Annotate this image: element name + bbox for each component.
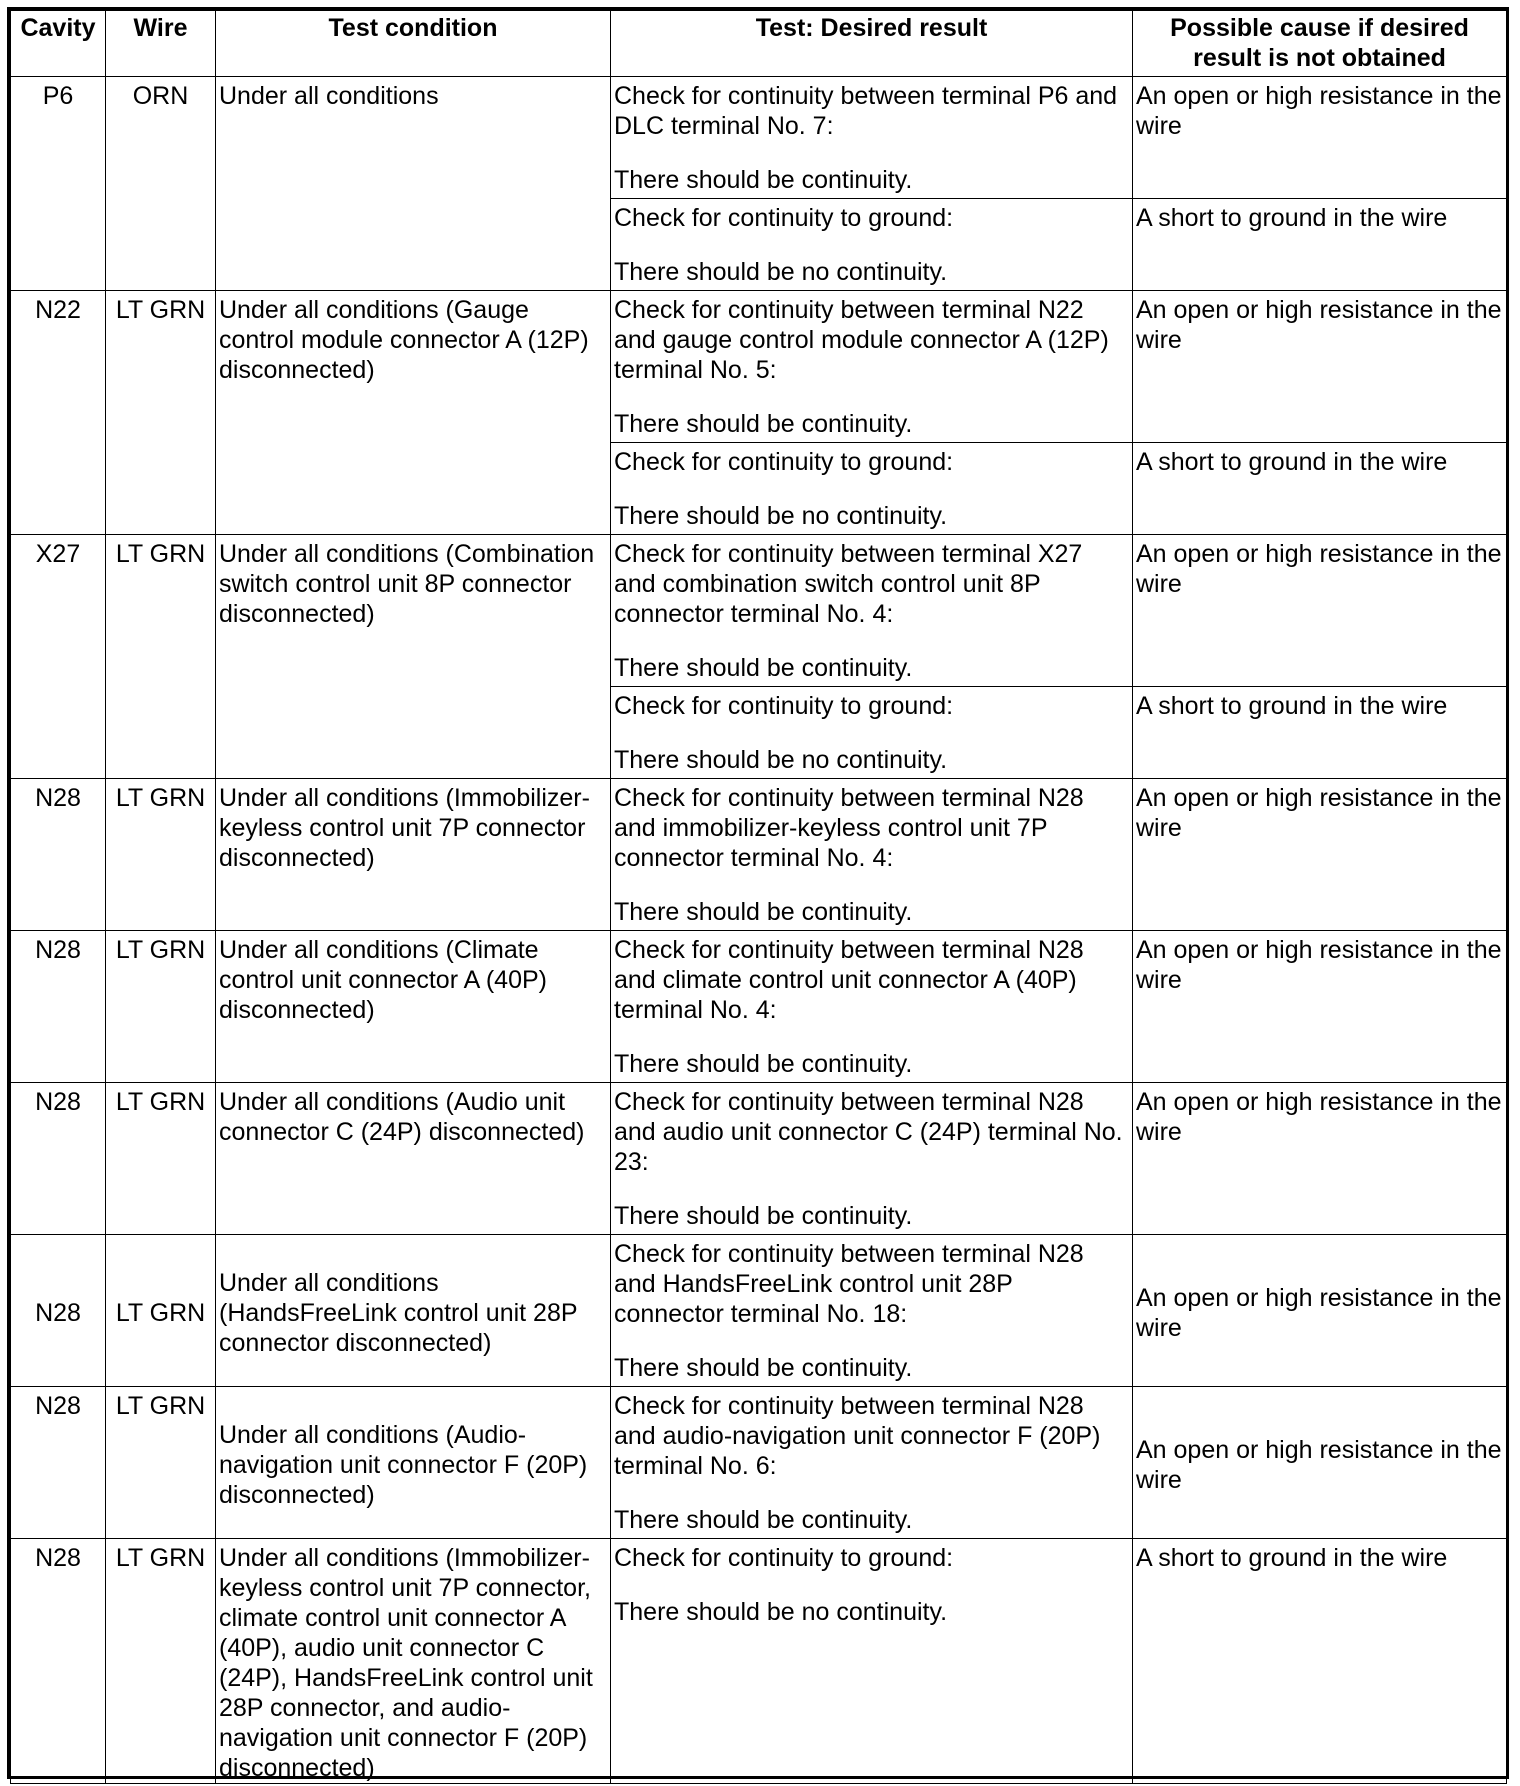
cause-cell: An open or high resistance in the wire: [1133, 1387, 1507, 1539]
cause-cell: An open or high resistance in the wire: [1133, 931, 1507, 1083]
result-cell: [611, 1235, 1133, 1387]
wire-cell: LT GRN: [106, 931, 216, 1083]
check-text: Check for continuity to ground:: [614, 448, 954, 476]
header-possible-cause: Possible cause if desired result is not obtained: [1133, 11, 1507, 77]
check-text: Check for continuity between terminal N28 and audio unit connector C (24P) terminal No. 23:: [614, 1088, 1123, 1176]
table-row: [11, 1083, 1507, 1235]
result-cell: [611, 291, 1133, 443]
cause-cell: A short to ground in the wire: [1133, 443, 1507, 535]
expect-text: There should be continuity.: [614, 1050, 913, 1078]
result-cell: [611, 1539, 1133, 1784]
wire-cell: LT GRN: [106, 1235, 216, 1387]
cavity-cell: N22: [11, 291, 106, 535]
table-row: [11, 779, 1507, 931]
header-cavity: Cavity: [11, 11, 106, 77]
continuity-test-table-frame: [7, 7, 1509, 1782]
expect-text: There should be continuity.: [614, 898, 913, 926]
result-cell: [611, 535, 1133, 687]
result-cell: [611, 779, 1133, 931]
expect-text: There should be continuity.: [614, 1506, 913, 1534]
expect-text: There should be continuity.: [614, 410, 913, 438]
condition-cell: Under all conditions (Audio-navigation unit connector F (20P) disconnected): [216, 1387, 611, 1539]
check-text: Check for continuity between terminal N28 and HandsFreeLink control unit 28P connector terminal No. 18:: [614, 1240, 1084, 1328]
cause-cell: An open or high resistance in the wire: [1133, 1235, 1507, 1387]
cause-cell: A short to ground in the wire: [1133, 199, 1507, 291]
cause-cell: An open or high resistance in the wire: [1133, 535, 1507, 687]
result-cell: [611, 687, 1133, 779]
expect-text: There should be continuity.: [614, 1202, 913, 1230]
wire-cell: LT GRN: [106, 1387, 216, 1539]
result-cell: [611, 1083, 1133, 1235]
wire-cell: LT GRN: [106, 1539, 216, 1784]
expect-text: There should be no continuity.: [614, 502, 948, 530]
header-desired-result: Test: Desired result: [611, 11, 1133, 77]
condition-cell: Under all conditions (Audio unit connector C (24P) disconnected): [216, 1083, 611, 1235]
expect-text: There should be continuity.: [614, 654, 913, 682]
table-row: [11, 1539, 1507, 1784]
continuity-test-table: [10, 10, 1507, 1784]
table-row: [11, 77, 1507, 199]
condition-cell: Under all conditions (Immobilizer-keyless control unit 7P connector, climate control unit connector A (40P), audio unit connector C (24P), HandsFreeLink control unit 28P connector, and audio-navigation unit connector F (20P) disconnected): [216, 1539, 611, 1784]
wire-cell: LT GRN: [106, 291, 216, 535]
condition-cell: Under all conditions (Gauge control module connector A (12P) disconnected): [216, 291, 611, 535]
expect-text: There should be no continuity.: [614, 746, 948, 774]
table-row: [11, 1235, 1507, 1387]
check-text: Check for continuity between terminal N28 and climate control unit connector A (40P) terminal No. 4:: [614, 936, 1084, 1024]
cavity-cell: X27: [11, 535, 106, 779]
cause-cell: An open or high resistance in the wire: [1133, 779, 1507, 931]
check-text: Check for continuity to ground:: [614, 204, 954, 232]
result-cell: [611, 77, 1133, 199]
table-row: [11, 535, 1507, 687]
condition-cell: Under all conditions (Immobilizer-keyless control unit 7P connector disconnected): [216, 779, 611, 931]
wire-cell: LT GRN: [106, 1083, 216, 1235]
cavity-cell: N28: [11, 1387, 106, 1539]
cause-cell: A short to ground in the wire: [1133, 1539, 1507, 1784]
cause-cell: A short to ground in the wire: [1133, 687, 1507, 779]
table-row: [11, 931, 1507, 1083]
table-row: [11, 1387, 1507, 1539]
wire-cell: ORN: [106, 77, 216, 291]
expect-text: There should be continuity.: [614, 166, 913, 194]
cause-cell: An open or high resistance in the wire: [1133, 291, 1507, 443]
result-cell: [611, 199, 1133, 291]
header-test-condition: Test condition: [216, 11, 611, 77]
cause-cell: An open or high resistance in the wire: [1133, 1083, 1507, 1235]
cavity-cell: N28: [11, 931, 106, 1083]
result-cell: [611, 1387, 1133, 1539]
condition-cell: Under all conditions (Climate control unit connector A (40P) disconnected): [216, 931, 611, 1083]
expect-text: There should be no continuity.: [614, 258, 948, 286]
condition-cell: Under all conditions (Combination switch control unit 8P connector disconnected): [216, 535, 611, 779]
result-cell: [611, 931, 1133, 1083]
header-row: [11, 11, 1507, 77]
table-row: [11, 291, 1507, 443]
cavity-cell: N28: [11, 779, 106, 931]
expect-text: There should be no continuity.: [614, 1598, 948, 1626]
condition-cell: Under all conditions (HandsFreeLink control unit 28P connector disconnected): [216, 1235, 611, 1387]
cavity-cell: N28: [11, 1235, 106, 1387]
wire-cell: LT GRN: [106, 535, 216, 779]
check-text: Check for continuity between terminal N28 and audio-navigation unit connector F (20P) terminal No. 6:: [614, 1392, 1101, 1480]
cause-cell: An open or high resistance in the wire: [1133, 77, 1507, 199]
wire-cell: LT GRN: [106, 779, 216, 931]
cavity-cell: P6: [11, 77, 106, 291]
header-wire: Wire: [106, 11, 216, 77]
check-text: Check for continuity to ground:: [614, 1544, 954, 1572]
check-text: Check for continuity to ground:: [614, 692, 954, 720]
check-text: Check for continuity between terminal N22 and gauge control module connector A (12P) terminal No. 5:: [614, 296, 1109, 384]
cavity-cell: N28: [11, 1083, 106, 1235]
check-text: Check for continuity between terminal X27 and combination switch control unit 8P connector terminal No. 4:: [614, 540, 1083, 628]
result-cell: [611, 443, 1133, 535]
expect-text: There should be continuity.: [614, 1354, 913, 1382]
condition-cell: Under all conditions: [216, 77, 611, 291]
cavity-cell: N28: [11, 1539, 106, 1784]
check-text: Check for continuity between terminal P6 and DLC terminal No. 7:: [614, 82, 1118, 140]
check-text: Check for continuity between terminal N28 and immobilizer-keyless control unit 7P connector terminal No. 4:: [614, 784, 1084, 872]
